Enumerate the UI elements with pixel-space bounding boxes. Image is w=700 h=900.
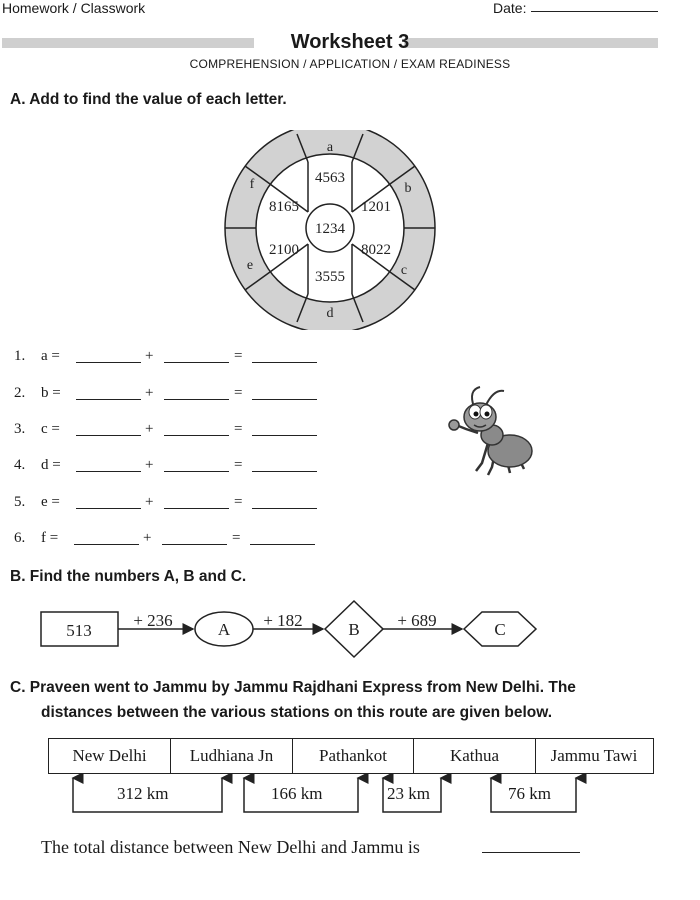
ant-pupil xyxy=(474,412,479,417)
question-row xyxy=(14,348,334,368)
wheel-outer-letter: a xyxy=(326,140,334,155)
step-operation: + 236 xyxy=(133,611,173,630)
section-b-heading: B. Find the numbers A, B and C. xyxy=(10,568,247,585)
answer-blank[interactable] xyxy=(76,362,141,363)
plus-sign: + xyxy=(145,457,154,473)
date-field[interactable] xyxy=(531,11,658,12)
answer-blank[interactable] xyxy=(252,471,317,472)
number-wheel xyxy=(220,130,440,330)
question-row xyxy=(14,530,334,550)
ant-illustration xyxy=(438,385,538,480)
question-number: 3. xyxy=(14,421,26,437)
question-number: 1. xyxy=(14,348,26,364)
result-letter: C xyxy=(494,620,506,639)
answer-blank[interactable] xyxy=(252,399,317,400)
equals-sign: = xyxy=(234,494,243,510)
wheel-outer-letter: c xyxy=(400,263,408,278)
question-row xyxy=(14,494,334,514)
number-flow-diagram xyxy=(0,596,700,666)
plus-sign: + xyxy=(145,348,154,364)
station-cell: Jammu Tawi xyxy=(550,746,638,765)
distance-label: 166 km xyxy=(271,784,323,803)
question-row xyxy=(14,421,334,441)
start-number: 513 xyxy=(66,621,92,640)
question-number: 6. xyxy=(14,530,26,546)
wheel-inner-number: 1201 xyxy=(361,199,391,215)
answer-blank[interactable] xyxy=(164,471,229,472)
answer-blank[interactable] xyxy=(162,544,227,545)
page-title: Worksheet 3 xyxy=(290,31,410,53)
total-distance-answer[interactable] xyxy=(482,852,580,853)
wheel-inner-number: 8022 xyxy=(361,242,391,258)
answer-blank[interactable] xyxy=(164,435,229,436)
plus-sign: + xyxy=(145,421,154,437)
question-letter: a = xyxy=(41,348,60,364)
station-cell: New Delhi xyxy=(49,739,171,773)
distance-label: 76 km xyxy=(508,784,551,803)
distance-brackets xyxy=(0,774,700,816)
wheel-outer-letter: d xyxy=(326,306,334,321)
station-cell: Pathankot xyxy=(293,739,414,773)
wheel-inner-number: 2100 xyxy=(269,242,299,258)
result-letter: A xyxy=(217,620,231,639)
plus-sign: + xyxy=(145,385,154,401)
page-subtitle: COMPREHENSION / APPLICATION / EXAM READINESS xyxy=(189,57,511,71)
wheel-outer-letter: b xyxy=(404,181,412,196)
equals-sign: = xyxy=(234,385,243,401)
ant-pupil xyxy=(485,412,490,417)
station-route xyxy=(48,738,654,774)
answer-blank[interactable] xyxy=(76,508,141,509)
answer-blank[interactable] xyxy=(250,544,315,545)
plus-sign: + xyxy=(145,494,154,510)
equals-sign: = xyxy=(234,457,243,473)
answer-blank[interactable] xyxy=(164,399,229,400)
answer-blank[interactable] xyxy=(252,362,317,363)
total-distance-question: The total distance between New Delhi and Jammu is xyxy=(41,837,420,857)
ant-hand xyxy=(449,420,459,430)
section-c-heading: C. Praveen went to Jammu by Jammu Rajdhani Express from New Delhi. The xyxy=(10,679,576,696)
wheel-inner-number: 3555 xyxy=(315,269,345,285)
plus-sign: + xyxy=(143,530,152,546)
answer-blank[interactable] xyxy=(252,435,317,436)
wheel-center-number: 1234 xyxy=(315,221,345,237)
wheel-inner-number: 4563 xyxy=(315,170,345,186)
distance-label: 312 km xyxy=(117,784,169,803)
answer-blank[interactable] xyxy=(164,508,229,509)
result-letter: B xyxy=(348,620,360,639)
question-letter: d = xyxy=(41,457,61,473)
wheel-outer-letter: e xyxy=(246,258,254,273)
equals-sign: = xyxy=(232,530,241,546)
wheel-outer-letter: f xyxy=(249,177,255,192)
answer-blank[interactable] xyxy=(76,399,141,400)
wheel-inner-number: 8165 xyxy=(269,199,299,215)
question-letter: c = xyxy=(41,421,60,437)
question-letter: f = xyxy=(41,530,59,546)
section-c-heading-cont: distances between the various stations on this route are given below. xyxy=(41,704,553,721)
section-a-heading: A. Add to find the value of each letter. xyxy=(10,91,287,108)
question-letter: b = xyxy=(41,385,61,401)
step-operation: + 182 xyxy=(263,611,303,630)
answer-blank[interactable] xyxy=(74,544,139,545)
homework-classwork-label: Homework / Classwork xyxy=(2,0,146,16)
date-label: Date: xyxy=(493,0,527,16)
station-cell: Kathua xyxy=(414,739,536,773)
station-cell: Ludhiana Jn xyxy=(171,739,293,773)
question-letter: e = xyxy=(41,494,60,510)
equals-sign: = xyxy=(234,348,243,364)
answer-blank[interactable] xyxy=(164,362,229,363)
question-number: 5. xyxy=(14,494,26,510)
question-row xyxy=(14,385,334,405)
question-number: 4. xyxy=(14,457,26,473)
distance-label: 23 km xyxy=(387,784,430,803)
question-number: 2. xyxy=(14,385,26,401)
answer-blank[interactable] xyxy=(76,471,141,472)
answer-blank[interactable] xyxy=(252,508,317,509)
question-row xyxy=(14,457,334,477)
answer-blank[interactable] xyxy=(76,435,141,436)
step-operation: + 689 xyxy=(397,611,437,630)
equals-sign: = xyxy=(234,421,243,437)
